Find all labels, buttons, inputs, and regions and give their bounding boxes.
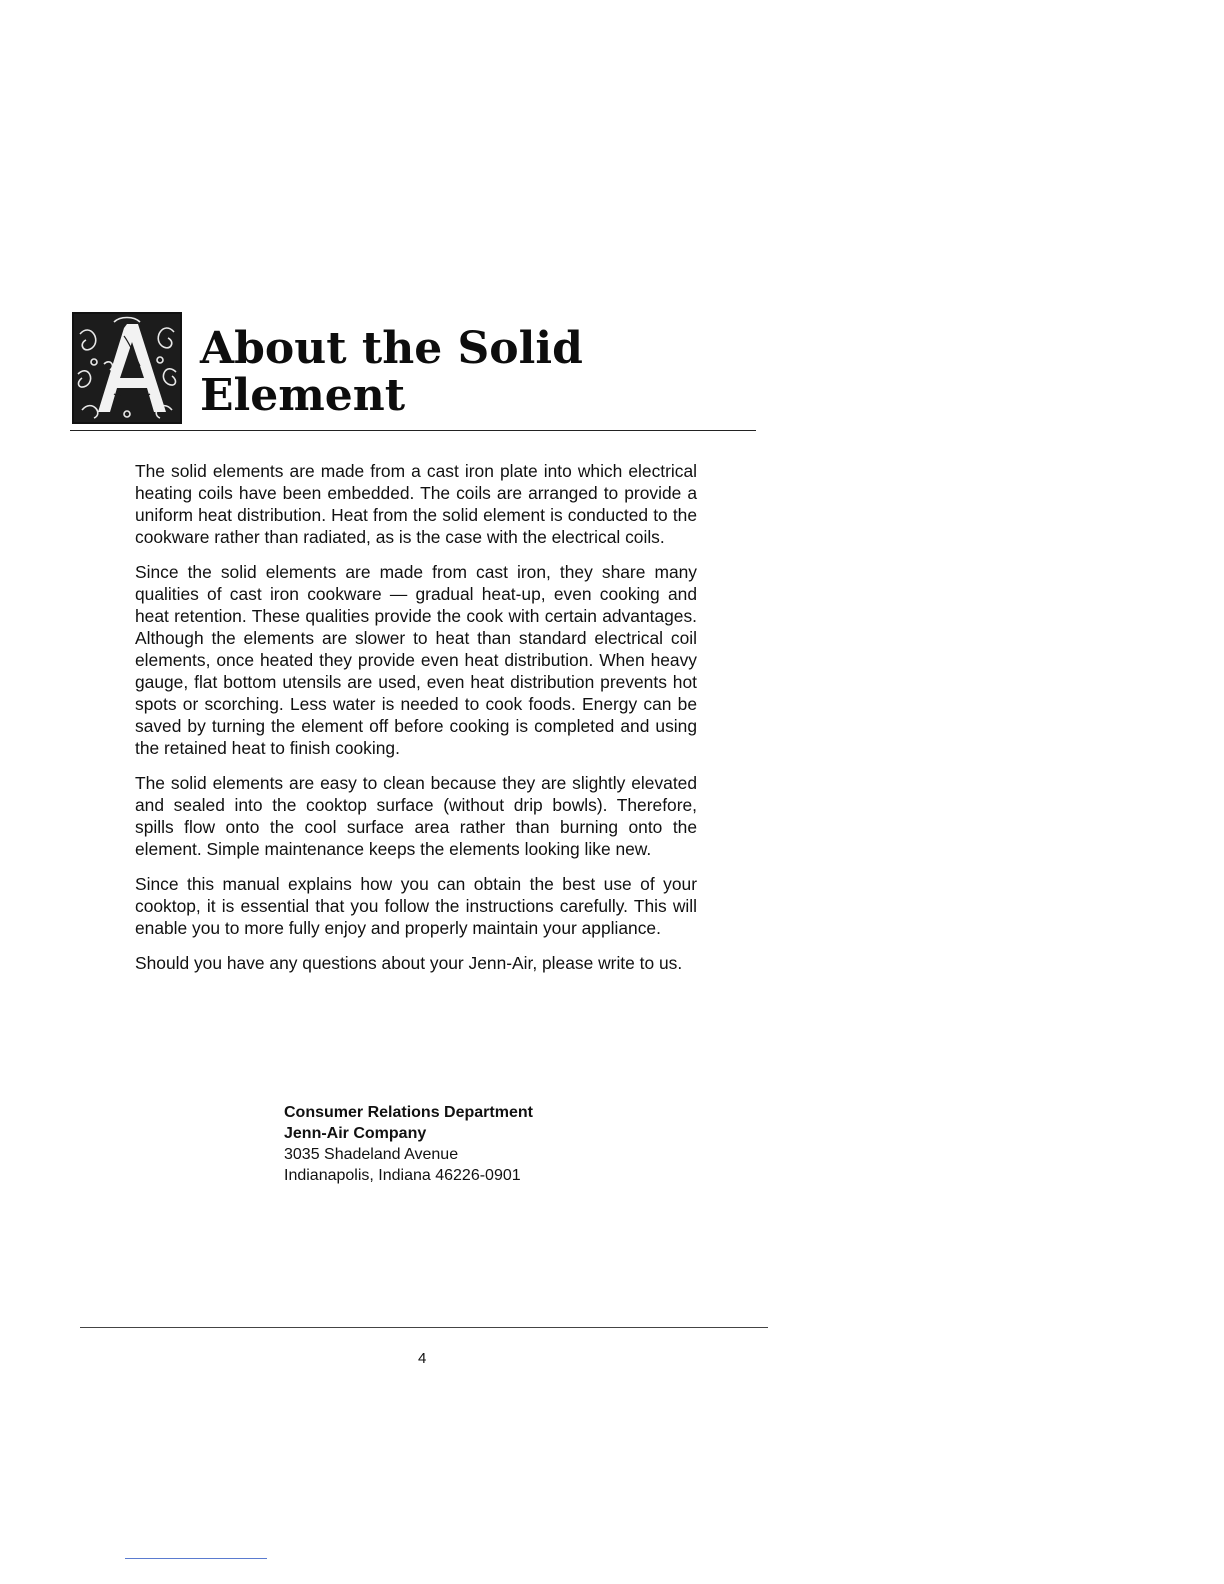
page-title [200,325,583,419]
page-title-line-1: About the Solid [200,323,583,374]
paragraph: The solid elements are made from a cast iron plate into which electrical heating coils have been embedded. The coils are arranged to provide a uniform heat distribution. Heat from the solid element is conducted to the cookware rather than radiated, as is the case with the electrical coils. [135,461,697,547]
address-department: Consumer Relations Department [284,1104,533,1121]
scan-edge-line [125,1558,267,1559]
address-city: Indianapolis, Indiana 46226-0901 [284,1167,521,1184]
address-street: 3035 Shadeland Avenue [284,1146,459,1163]
title-divider [70,430,756,431]
paragraph: Since this manual explains how you can obtain the best use of your cooktop, it is essential that you follow the instructions carefully. This will enable you to more fully enjoy and properly maintain your appliance. [135,874,697,938]
paragraph: The solid elements are easy to clean because they are slightly elevated and sealed into the cooktop surface (without drip bowls). Therefore, spills flow onto the cool surface area rather than burning onto the element. Simple maintenance keeps the elements looking like new. [135,773,697,859]
page-number: 4 [418,1350,427,1367]
address-company: Jenn-Air Company [284,1125,427,1142]
page-title-line-2: Element [200,370,406,421]
body-text [135,460,697,987]
ornamental-drop-cap [72,312,182,424]
footer-divider [80,1327,768,1328]
paragraph: Should you have any questions about your Jenn-Air, please write to us. [135,953,683,973]
mailing-address [284,1102,533,1186]
paragraph: Since the solid elements are made from cast iron, they share many qualities of cast iron cookware — gradual heat-up, even cooking and heat retention. These qualities provide the cook with certain advantages. Although the elements are slower to heat than standard electrical coil elements, once heated they provide even heat distribution. When heavy gauge, flat bottom utensils are used, even heat distribution prevents hot spots or scorching. Less water is needed to cook foods. Energy can be saved by turning the element off before cooking is completed and using the retained heat to finish cooking. [135,562,697,758]
